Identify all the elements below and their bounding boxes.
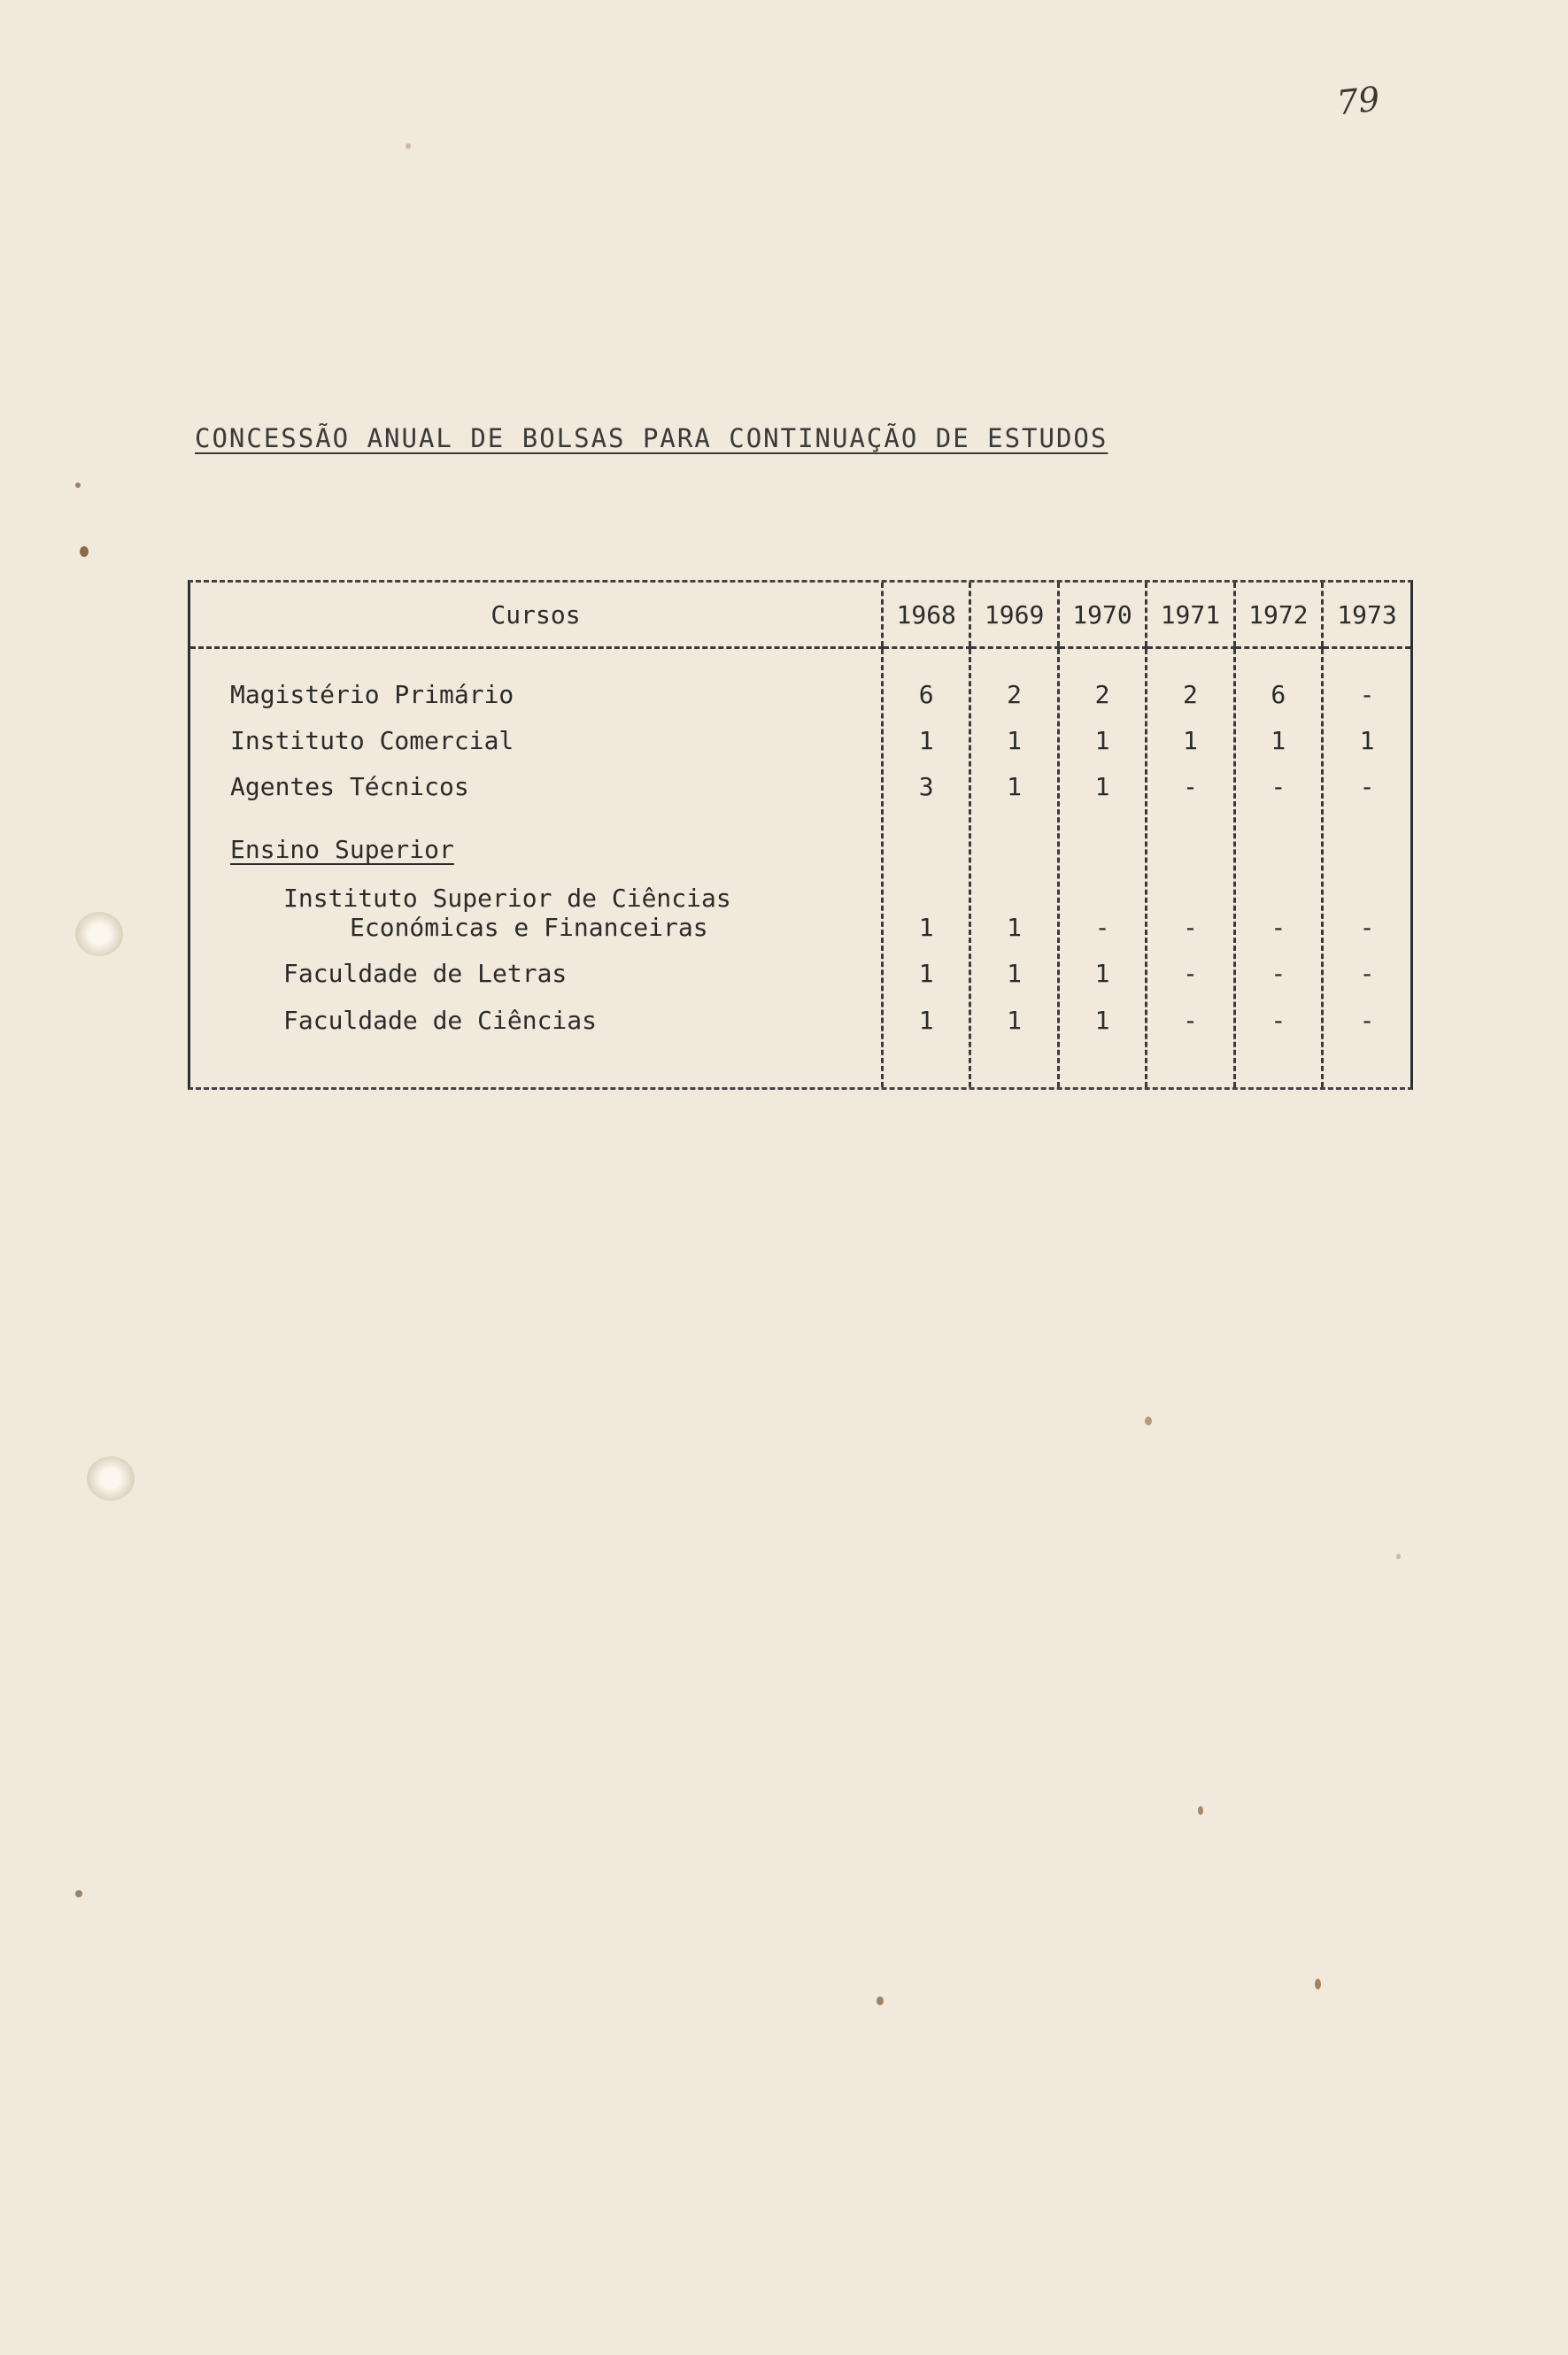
table-cell: 2 — [1007, 680, 1023, 709]
course-label: Instituto Superior de Ciências — [283, 884, 731, 913]
table-cell: 1 — [1007, 913, 1023, 942]
scholarship-table — [188, 580, 1413, 1090]
table-cell: - — [1182, 959, 1198, 988]
header-year: 1968 — [883, 583, 970, 648]
table-cell: - — [1182, 913, 1198, 942]
year-column-1969 — [970, 648, 1058, 1088]
table-cell: 1 — [1359, 726, 1375, 755]
table-cell: - — [1271, 1006, 1286, 1035]
table-cell: 1 — [1007, 726, 1023, 755]
section-heading: Ensino Superior — [230, 835, 454, 864]
paper-speck — [1198, 1806, 1203, 1815]
table-cell: - — [1271, 959, 1286, 988]
table-cell: 3 — [918, 772, 934, 801]
table-cell: - — [1359, 772, 1375, 801]
punch-hole-mark — [75, 912, 123, 956]
table-cell: 1 — [918, 726, 934, 755]
table-cell: - — [1359, 680, 1375, 709]
table-cell: 1 — [1182, 726, 1198, 755]
table-cell: - — [1182, 772, 1198, 801]
course-label: Agentes Técnicos — [230, 772, 469, 801]
table-cell: - — [1359, 959, 1375, 988]
course-label: Magistério Primário — [230, 680, 514, 709]
table-cell: 1 — [1094, 1006, 1110, 1035]
paper-speck — [75, 483, 81, 488]
year-column-1972 — [1234, 648, 1322, 1088]
table-cell: 2 — [1094, 680, 1110, 709]
course-label: Instituto Comercial — [230, 726, 514, 755]
table-cell: 1 — [918, 1006, 934, 1035]
table-header-row — [190, 583, 1410, 648]
table-cell: - — [1359, 1006, 1375, 1035]
table-cell: 1 — [1007, 1006, 1023, 1035]
table-cell: 1 — [918, 959, 934, 988]
table-cell: - — [1271, 772, 1286, 801]
paper-speck — [877, 1996, 884, 2005]
course-label: Faculdade de Letras — [283, 959, 568, 988]
table-cell: - — [1359, 913, 1375, 942]
paper-speck — [80, 546, 89, 557]
header-year: 1969 — [970, 583, 1058, 648]
course-label-continued: Económicas e Financeiras — [350, 913, 708, 942]
table-cell: 1 — [1271, 726, 1286, 755]
table-cell: 1 — [918, 913, 934, 942]
table-cell: - — [1271, 913, 1286, 942]
table-cell: - — [1182, 1006, 1198, 1035]
header-year: 1972 — [1234, 583, 1322, 648]
punch-hole-mark — [87, 1456, 135, 1501]
paper-speck — [1315, 1979, 1321, 1989]
header-year: 1971 — [1147, 583, 1234, 648]
paper-speck — [406, 143, 411, 149]
paper-speck — [1396, 1554, 1401, 1559]
table-cell: 6 — [918, 680, 934, 709]
table — [190, 583, 1410, 1087]
year-column-1970 — [1058, 648, 1146, 1088]
table-cell: 1 — [1007, 959, 1023, 988]
paper-speck — [75, 1890, 82, 1897]
table-cell: 6 — [1271, 680, 1286, 709]
header-year: 1973 — [1323, 583, 1410, 648]
course-label: Faculdade de Ciências — [283, 1006, 598, 1035]
table-cell: 1 — [1007, 772, 1023, 801]
course-column — [190, 648, 883, 1088]
year-column-1971 — [1147, 648, 1234, 1088]
header-cursos: Cursos — [190, 583, 883, 648]
table-cell: 1 — [1094, 959, 1110, 988]
header-year: 1970 — [1058, 583, 1146, 648]
document-title: CONCESSÃO ANUAL DE BOLSAS PARA CONTINUAÇÃO DE ESTUDOS — [195, 423, 1108, 453]
table-cell: 1 — [1094, 772, 1110, 801]
year-column-1968 — [883, 648, 970, 1088]
year-column-1973 — [1323, 648, 1410, 1088]
table-cell: 1 — [1094, 726, 1110, 755]
page-number: 79 — [1334, 79, 1382, 123]
paper-speck — [1145, 1417, 1152, 1425]
table-body — [190, 648, 1410, 1088]
table-cell: 2 — [1182, 680, 1198, 709]
table-cell: - — [1094, 913, 1110, 942]
